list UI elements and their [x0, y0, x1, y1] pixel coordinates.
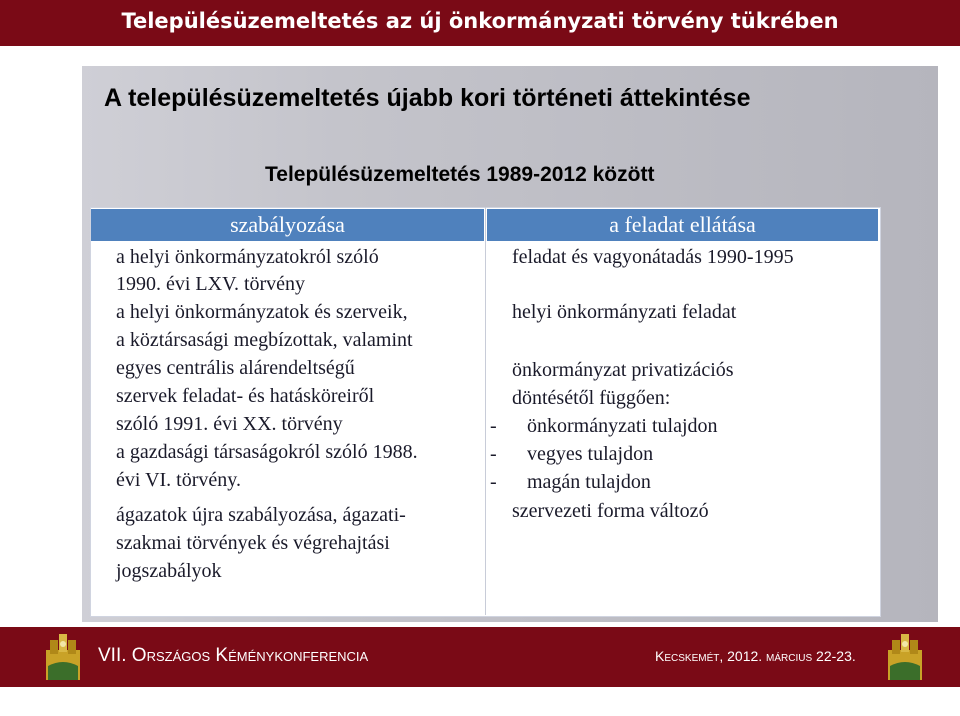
- right-line: helyi önkormányzati feladat: [512, 301, 737, 323]
- left-line: a köztársasági megbízottak, valamint: [116, 329, 413, 351]
- right-line: döntésétől függően:: [512, 387, 671, 409]
- right-line: feladat és vagyonátadás 1990-1995: [512, 246, 794, 268]
- right-line: magán tulajdon: [527, 471, 651, 493]
- footer-conference: VII. Országos Kéménykonferencia: [98, 645, 369, 666]
- bullet-dash: -: [490, 415, 497, 437]
- right-line: szervezeti forma változó: [512, 500, 709, 522]
- table-header-regulation: szabályozása: [91, 209, 484, 241]
- column-divider: [485, 207, 486, 615]
- slide-title: A településüzemeltetés újabb kori történeti áttekintése: [104, 84, 751, 112]
- footer-date: Kecskemét, 2012. március 22-23.: [655, 648, 856, 664]
- header-title: Településüzemeltetés az új önkormányzati törvény tükrében: [121, 9, 839, 33]
- right-line: önkormányzat privatizációs: [512, 359, 734, 381]
- left-line: szóló 1991. évi XX. törvény: [116, 413, 343, 435]
- bullet-dash: -: [490, 471, 497, 493]
- left-line: a helyi önkormányzatokról szóló: [116, 246, 379, 268]
- left-line: egyes centrális alárendeltségű: [116, 357, 355, 379]
- right-line: önkormányzati tulajdon: [527, 415, 718, 437]
- left-line: 1990. évi LXV. törvény: [116, 273, 306, 295]
- city-coat-of-arms-icon: [880, 630, 930, 688]
- left-line: szakmai törvények és végrehajtási: [116, 532, 390, 554]
- left-line: szervek feladat- és hatásköreiről: [116, 385, 375, 407]
- left-line: a gazdasági társaságokról szóló 1988.: [116, 441, 418, 463]
- bullet-dash: -: [490, 443, 497, 465]
- left-line: a helyi önkormányzatok és szerveik,: [116, 301, 408, 323]
- right-line: vegyes tulajdon: [527, 443, 654, 465]
- left-line: jogszabályok: [116, 560, 222, 582]
- left-line: évi VI. törvény.: [116, 469, 241, 491]
- left-line: ágazatok újra szabályozása, ágazati-: [116, 504, 406, 526]
- city-coat-of-arms-icon: [38, 630, 88, 688]
- table-header-task: a feladat ellátása: [487, 209, 878, 241]
- slide-subtitle: Településüzemeltetés 1989-2012 között: [265, 163, 655, 186]
